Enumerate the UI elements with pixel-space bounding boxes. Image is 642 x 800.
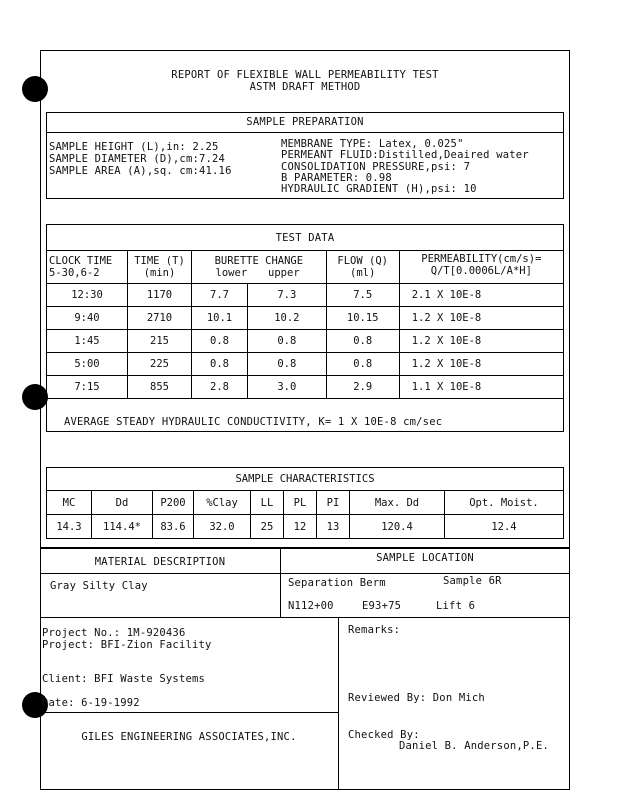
sample-area: SAMPLE AREA (A),sq. cm:41.16	[49, 165, 232, 177]
table-row: 14.3 114.4* 83.6 32.0 25 12 13 120.4 12.4	[47, 515, 564, 539]
remarks-label: Remarks:	[348, 624, 401, 636]
project-name: Project: BFI-Zion Facility	[42, 639, 212, 651]
client: Client: BFI Waste Systems	[42, 673, 206, 685]
sample-height: SAMPLE HEIGHT (L),in: 2.25	[49, 141, 219, 153]
checked-by-label: Checked By:	[348, 729, 420, 741]
table-row: 5:00 225 0.8 0.8 0.8 1.2 X 10E-8	[47, 353, 564, 376]
report-title: REPORT OF FLEXIBLE WALL PERMEABILITY TEST	[171, 69, 439, 81]
report-date: Date: 6-19-1992	[42, 697, 140, 709]
location-northing: N112+00	[288, 600, 334, 612]
project-number: Project No.: 1M-920436	[42, 627, 186, 639]
clock-header: CLOCK TIME 5-30,6-2	[49, 255, 113, 279]
location-easting: E93+75	[362, 600, 402, 612]
company-name: GILES ENGINEERING ASSOCIATES,INC.	[81, 731, 297, 743]
location-sample: Sample 6R	[443, 575, 502, 587]
sample-preparation-title: SAMPLE PREPARATION	[246, 116, 364, 128]
sample-characteristics-table: SAMPLE CHARACTERISTICS MC Dd P200 %Clay LL PL PI Max. Dd Opt. Moist. 14.3 114.4* 83.6 32.0 25 12 13 120.4 12.4	[46, 467, 564, 539]
reviewed-by: Reviewed By: Don Mich	[348, 692, 485, 704]
table-row: 9:40 2710 10.1 10.2 10.15 1.2 X 10E-8	[47, 307, 564, 330]
average-conductivity: AVERAGE STEADY HYDRAULIC CONDUCTIVITY, K= 1 X 10E-8 cm/sec	[64, 416, 443, 428]
material-description: Gray Silty Clay	[50, 580, 148, 592]
consolidation-pressure: CONSOLIDATION PRESSURE,psi: 7	[281, 161, 471, 173]
test-data-table	[46, 250, 564, 399]
flow-header: FLOW (Q) (ml)	[337, 255, 388, 279]
membrane-type: MEMBRANE TYPE: Latex, 0.025"	[281, 138, 464, 150]
b-parameter: B PARAMETER: 0.98	[281, 172, 392, 184]
sample-characteristics-title: SAMPLE CHARACTERISTICS	[235, 473, 375, 485]
table-row: 7:15 855 2.8 3.0 2.9 1.1 X 10E-8	[47, 376, 564, 399]
sample-diameter: SAMPLE DIAMETER (D),cm:7.24	[49, 153, 226, 165]
hydraulic-gradient: HYDRAULIC GRADIENT (H),psi: 10	[281, 183, 477, 195]
table-row: 12:30 1170 7.7 7.3 7.5 2.1 X 10E-8	[47, 284, 564, 307]
table-row: 1:45 215 0.8 0.8 0.8 1.2 X 10E-8	[47, 330, 564, 353]
time-header: TIME (T) (min)	[134, 255, 185, 279]
sample-location-title: SAMPLE LOCATION	[376, 552, 474, 564]
permeability-header: PERMEABILITY(cm/s)= Q/T[0.0006L/A*H]	[421, 253, 542, 277]
location-area: Separation Berm	[288, 577, 386, 589]
material-description-title: MATERIAL DESCRIPTION	[94, 556, 226, 568]
report-subtitle: ASTM DRAFT METHOD	[249, 81, 361, 93]
permeant-fluid: PERMEANT FLUID:Distilled,Deaired water	[281, 149, 529, 161]
test-data-title: TEST DATA	[275, 232, 335, 244]
location-lift: Lift 6	[436, 600, 476, 612]
checked-by-name: Daniel B. Anderson,P.E.	[399, 740, 549, 752]
burette-header: BURETTE CHANGE lower upper	[214, 255, 304, 279]
